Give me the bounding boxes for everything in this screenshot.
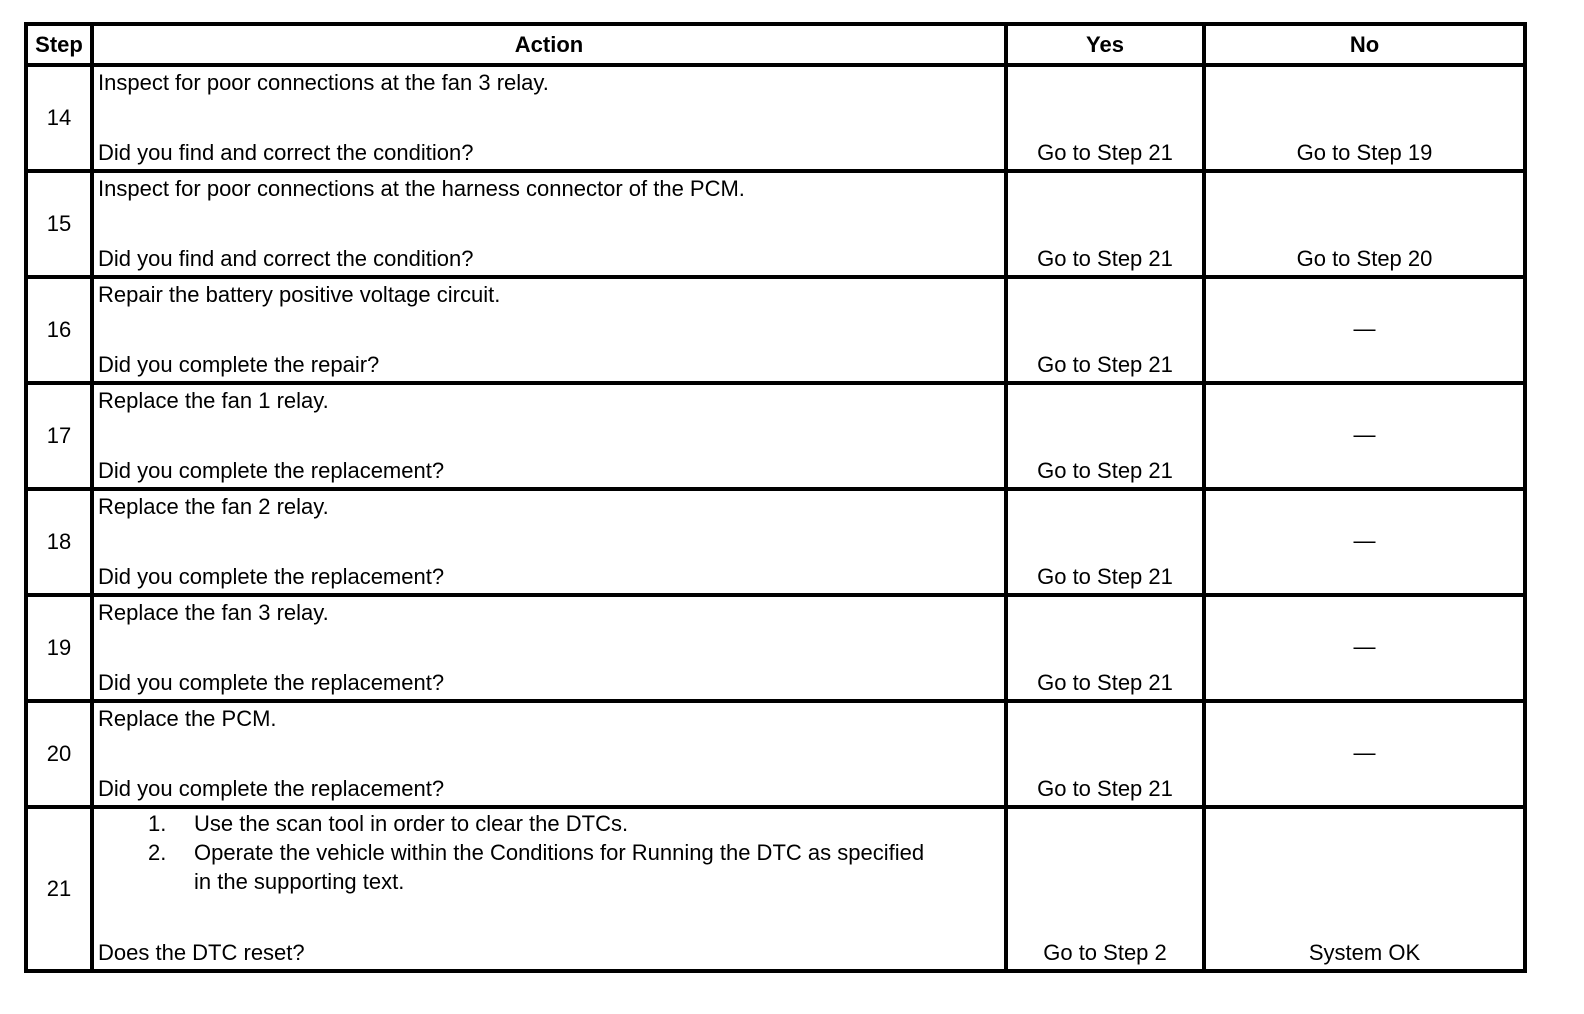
table-row <box>26 489 1525 595</box>
no-result <box>1204 383 1525 489</box>
step-number: 19 <box>26 595 92 701</box>
action-question: Did you complete the replacement? <box>98 458 445 483</box>
header-row <box>26 24 1525 65</box>
no-result <box>1204 277 1525 383</box>
yes-result <box>1006 171 1204 277</box>
action-question: Did you find and correct the condition? <box>98 246 474 271</box>
yes-result <box>1006 595 1204 701</box>
yes-result <box>1006 277 1204 383</box>
no-result-text: — <box>1353 422 1376 447</box>
action-cell <box>92 171 1006 277</box>
header-yes: Yes <box>1006 24 1204 65</box>
step-number: 21 <box>26 807 92 971</box>
table-row <box>26 383 1525 489</box>
action-instruction: Inspect for poor connections at the fan 3 relay. <box>98 70 549 95</box>
header-no: No <box>1204 24 1525 65</box>
step-number: 20 <box>26 701 92 807</box>
substep-number: 1. <box>148 811 167 836</box>
no-result <box>1204 595 1525 701</box>
step-number: 17 <box>26 383 92 489</box>
no-result <box>1204 65 1525 171</box>
yes-result-text: Go to Step 21 <box>1037 670 1173 695</box>
action-cell <box>92 595 1006 701</box>
header-action: Action <box>92 24 1006 65</box>
action-cell <box>92 383 1006 489</box>
table-row <box>26 807 1525 971</box>
action-instruction: Inspect for poor connections at the harness connector of the PCM. <box>98 176 745 201</box>
no-result-text: — <box>1353 528 1376 553</box>
step-number: 14 <box>26 65 92 171</box>
action-cell <box>92 701 1006 807</box>
yes-result <box>1006 65 1204 171</box>
substep-item <box>148 838 934 896</box>
action-cell <box>92 489 1006 595</box>
yes-result <box>1006 701 1204 807</box>
substep-list <box>98 809 1004 896</box>
no-result-text: Go to Step 19 <box>1296 140 1433 165</box>
table-row <box>26 277 1525 383</box>
yes-result-text: Go to Step 21 <box>1037 246 1173 271</box>
yes-result <box>1006 383 1204 489</box>
no-result <box>1204 807 1525 971</box>
step-number: 15 <box>26 171 92 277</box>
action-instruction: Replace the PCM. <box>98 706 277 731</box>
yes-result-text: Go to Step 21 <box>1037 140 1173 165</box>
step-number: 18 <box>26 489 92 595</box>
table-row <box>26 595 1525 701</box>
step-number: 16 <box>26 277 92 383</box>
yes-result-text: Go to Step 21 <box>1037 564 1173 589</box>
yes-result-text: Go to Step 2 <box>1043 940 1167 965</box>
no-result-text: — <box>1353 634 1376 659</box>
substep-item <box>148 809 1004 838</box>
header-step: Step <box>26 24 92 65</box>
no-result-text: — <box>1353 316 1376 341</box>
substep-number: 2. <box>148 840 167 865</box>
no-result <box>1204 489 1525 595</box>
no-result-text: Go to Step 20 <box>1296 246 1433 271</box>
action-question: Did you complete the replacement? <box>98 670 445 695</box>
action-question: Did you complete the repair? <box>98 352 380 377</box>
action-question: Does the DTC reset? <box>98 940 305 965</box>
action-cell <box>92 807 1006 971</box>
action-instruction: Replace the fan 1 relay. <box>98 388 329 413</box>
action-question: Did you complete the replacement? <box>98 776 445 801</box>
substep-text: Operate the vehicle within the Conditions for Running the DTC as specified in the supporting text. <box>194 840 925 894</box>
table-row <box>26 65 1525 171</box>
no-result <box>1204 171 1525 277</box>
action-question: Did you find and correct the condition? <box>98 140 474 165</box>
table-row <box>26 701 1525 807</box>
no-result <box>1204 701 1525 807</box>
action-instruction: Replace the fan 2 relay. <box>98 494 329 519</box>
action-question: Did you complete the replacement? <box>98 564 445 589</box>
yes-result <box>1006 489 1204 595</box>
yes-result-text: Go to Step 21 <box>1037 776 1173 801</box>
no-result-text: System OK <box>1308 940 1421 965</box>
action-instruction: Replace the fan 3 relay. <box>98 600 329 625</box>
action-cell <box>92 65 1006 171</box>
yes-result-text: Go to Step 21 <box>1037 458 1173 483</box>
no-result-text: — <box>1353 740 1376 765</box>
action-cell <box>92 277 1006 383</box>
action-instruction: Repair the battery positive voltage circuit. <box>98 282 501 307</box>
diagnostic-table <box>24 22 1527 973</box>
table-row <box>26 171 1525 277</box>
substep-text: Use the scan tool in order to clear the DTCs. <box>194 811 629 836</box>
yes-result <box>1006 807 1204 971</box>
yes-result-text: Go to Step 21 <box>1037 352 1173 377</box>
